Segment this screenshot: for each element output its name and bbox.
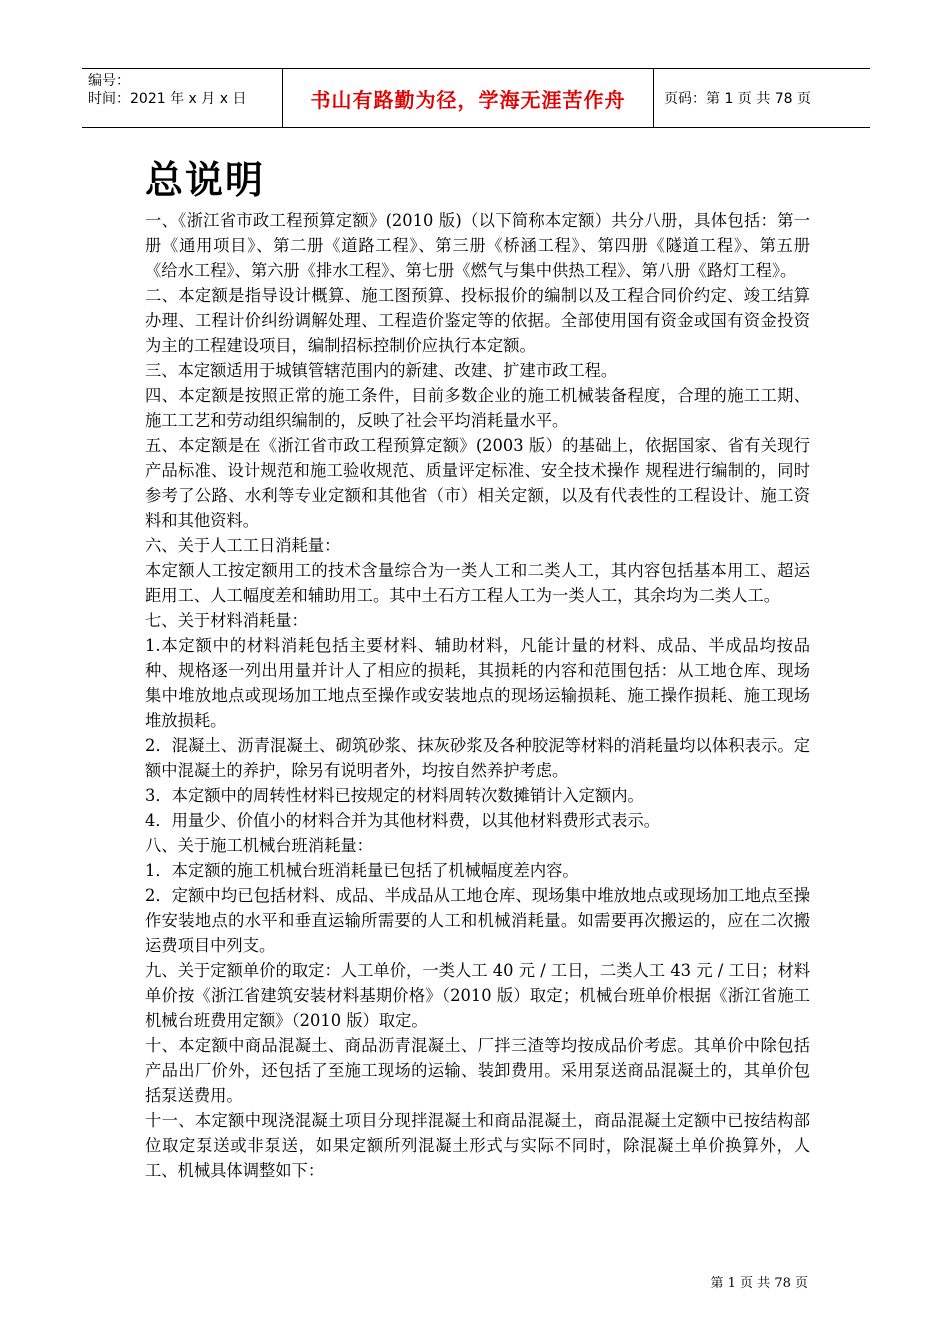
paragraph: 2．混凝土、沥青混凝土、砌筑砂浆、抹灰砂浆及各种胶泥等材料的消耗量均以体积表示。定额中混凝土的养护，除另有说明者外，均按自然养护考虑。 — [145, 736, 810, 780]
page-title: 总说明 — [145, 158, 266, 202]
paragraph: 九、关于定额单价的取定：人工单价，一类人工 40 元 / 工日，二类人工 43 元 / 工日；材料单价按《浙江省建筑安装材料基期价格》（2010 版）取定；机械台班单价根据《浙江省施工机械台班费用定额》（2010 版）取定。 — [145, 961, 810, 1030]
header-page-info: 页码：第 1 页 共 78 页 — [664, 91, 811, 107]
paragraph: 四、本定额是按照正常的施工条件，目前多数企业的施工机械装备程度，合理的施工工期、施工工艺和劳动组织编制的，反映了社会平均消耗量水平。 — [145, 386, 810, 430]
paragraph: 4．用量少、价值小的材料合并为其他材料费，以其他材料费形式表示。 — [145, 811, 661, 830]
section-heading: 六、关于人工工日消耗量： — [145, 536, 341, 555]
paragraph: 1．本定额的施工机械台班消耗量已包括了机械幅度差内容。 — [145, 861, 579, 880]
paragraph: 本定额人工按定额用工的技术含量综合为一类人工和二类人工，其内容包括基本用工、超运距用工、人工幅度差和辅助用工。其中土石方工程人工为一类人工，其余均为二类人工。 — [145, 561, 810, 605]
section-heading: 七、关于材料消耗量： — [145, 611, 308, 630]
document-number-label: 编号： — [88, 73, 130, 89]
paragraph: 一、《浙江省市政工程预算定额》(2010 版)（以下简称本定额）共分八册，具体包括：第一册《通用项目》、第二册《道路工程》、第三册《桥涵工程》、第四册《隧道工程》、第五册《给水工程》、第六册《排水工程》、第七册《燃气与集中供热工程》、第八册《路灯工程》。 — [145, 211, 810, 280]
page-footer: 第 1 页 共 78 页 — [710, 1276, 808, 1291]
paragraph: 3．本定额中的周转性材料已按规定的材料周转次数摊销计入定额内。 — [145, 786, 644, 805]
section-heading: 八、关于施工机械台班消耗量： — [145, 836, 373, 855]
document-body — [145, 208, 810, 1183]
header-motto: 书山有路勤为径，学海无涯苦作舟 — [282, 69, 654, 127]
paragraph: 十、本定额中商品混凝土、商品沥青混凝土、厂拌三渣等均按成品价考虑。其单价中除包括产品出厂价外，还包括了至施工现场的运输、装卸费用。采用泵送商品混凝土的，其单价包括泵送费用。 — [145, 1036, 810, 1105]
header-meta — [82, 69, 282, 127]
paragraph: 五、本定额是在《浙江省市政工程预算定额》(2003 版）的基础上，依据国家、省有关现行产品标准、设计规范和施工验收规范、质量评定标准、安全技术操作 规程进行编制的，同时参考了公路、水利等专业定额和其他省（市）相关定额，以及有代表性的工程设计、施工资料和其他资料。 — [145, 436, 810, 530]
document-time-label: 时间：2021 年 x 月 x 日 — [88, 91, 247, 107]
paragraph: 1.本定额中的材料消耗包括主要材料、辅助材料，凡能计量的材料、成品、半成品均按品种、规格逐一列出用量并计人了相应的损耗，其损耗的内容和范围包括：从工地仓库、现场集中堆放地点或现场加工地点至操作或安装地点的现场运输损耗、施工操作损耗、施工现场堆放损耗。 — [145, 636, 810, 730]
page-header — [82, 68, 870, 128]
paragraph: 二、本定额是指导设计概算、施工图预算、投标报价的编制以及工程合同价约定、竣工结算办理、工程计价纠纷调解处理、工程造价鉴定等的依据。全部使用国有资金或国有资金投资为主的工程建设项目，编制招标控制价应执行本定额。 — [145, 286, 810, 355]
paragraph: 三、本定额适用于城镇管辖范围内的新建、改建、扩建市政工程。 — [145, 361, 618, 380]
paragraph: 2．定额中均已包括材料、成品、半成品从工地仓库、现场集中堆放地点或现场加工地点至操作安装地点的水平和垂直运输所需要的人工和机械消耗量。如需要再次搬运的，应在二次搬运费项目中列支。 — [145, 886, 810, 955]
paragraph: 十一、本定额中现浇混凝土项目分现拌混凝土和商品混凝土，商品混凝土定额中已按结构部位取定泵送或非泵送，如果定额所列混凝土形式与实际不同时，除混凝土单价换算外，人工、机械具体调整如下： — [145, 1111, 810, 1180]
